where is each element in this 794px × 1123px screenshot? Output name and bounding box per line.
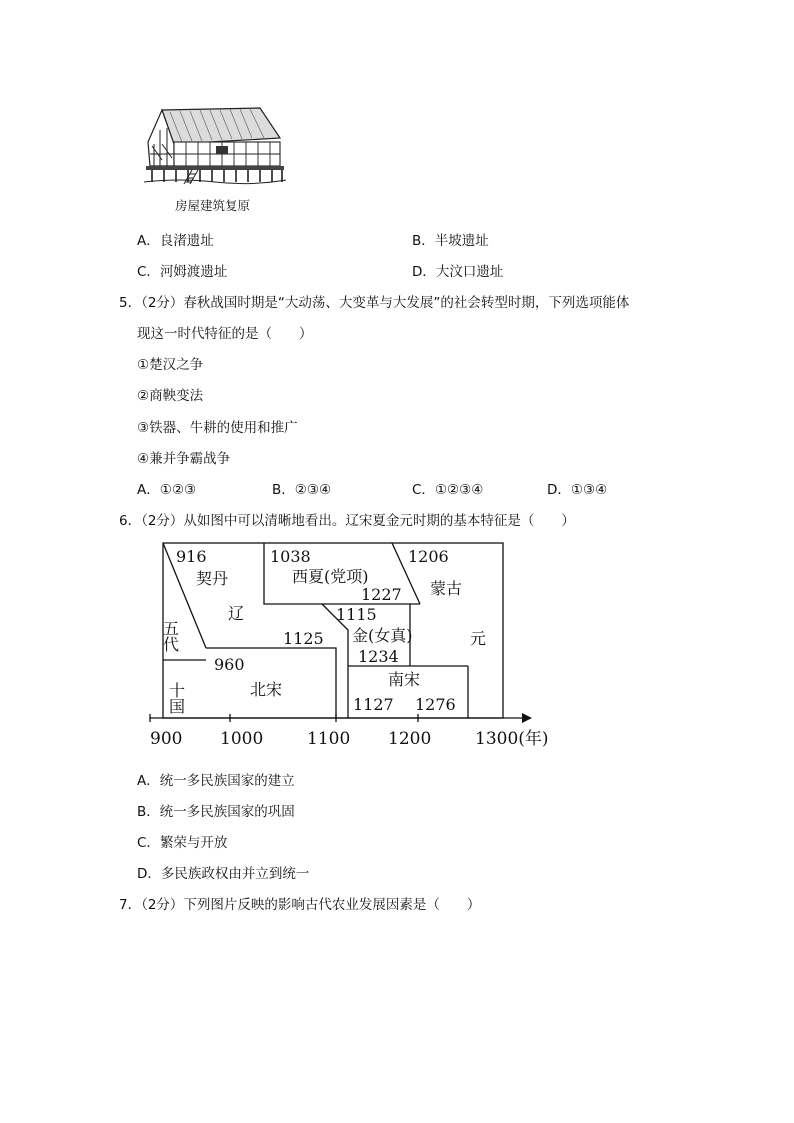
xixia-year: 1038 [270,547,311,566]
q5-item-4: ④兼并争霸战争 [137,451,231,467]
jin-end-year: 1234 [358,647,399,666]
q5-stem-line1 [119,291,629,311]
question-number: 5． [119,295,142,311]
tick-label-1200: 1200 [388,729,432,749]
liao-label: 辽 [228,604,245,623]
option-text: 繁荣与开放 [159,835,228,851]
xixia-label: 西夏(党项) [292,567,369,586]
mongol-label: 蒙古 [430,579,463,598]
question-number: 6． [119,513,142,529]
option-text: 半坡遗址 [434,233,489,249]
option-text: 河姆渡遗址 [159,264,228,280]
dynasty-timeline-diagram [140,538,580,758]
tick-label-900: 900 [150,729,183,749]
jin-year: 1115 [336,605,377,624]
axis-arrow [522,713,532,723]
liao-end-year: 1125 [283,629,324,648]
mongol-year: 1206 [408,547,449,566]
q5-item-3: ③铁器、牛耕的使用和推广 [137,420,298,436]
q6-option-b[interactable] [137,800,295,820]
option-letter: C． [137,835,160,851]
ssong-end-year: 1276 [415,695,456,714]
q7-stem [119,893,480,913]
tick-label-1300: 1300(年) [475,729,549,749]
q4-option-c[interactable] [137,260,227,280]
option-text: ②③④ [294,482,332,498]
option-letter: D． [137,866,161,882]
q5-option-d[interactable] [547,478,607,498]
khitan-year: 916 [176,547,207,566]
option-text: ①②③④ [434,482,484,498]
option-letter: D． [412,264,436,280]
ten-kingdoms-label: 十国 [166,682,186,714]
q5-option-c[interactable] [412,478,483,498]
option-text: 多民族政权由并立到统一 [160,866,310,882]
q6-option-d[interactable] [137,862,309,882]
ssong-label: 南宋 [388,670,421,689]
option-letter: B． [272,482,295,498]
q6-option-a[interactable] [137,769,295,789]
tick-label-1000: 1000 [220,729,264,749]
option-letter: B． [412,233,435,249]
option-letter: D． [547,482,571,498]
figure-caption: 房屋建筑复原 [175,198,251,213]
stilt-house-illustration [140,100,290,188]
nsong-year: 960 [214,655,245,674]
khitan-label: 契丹 [196,569,229,588]
q5-stem-line2: 现这一时代特征的是（ ） [137,326,313,342]
xixia-end-year: 1227 [361,585,402,604]
tick-label-1100: 1100 [307,729,351,749]
option-letter: A． [137,773,160,789]
q6-stem [119,509,575,529]
question-text: （2分）下列图片反映的影响古代农业发展因素是（ ） [141,897,481,913]
jin-label: 金(女真) [352,626,413,645]
yuan-label: 元 [470,629,487,648]
option-letter: A． [137,482,160,498]
option-text: 统一多民族国家的建立 [159,773,295,789]
option-letter: C． [412,482,435,498]
option-text: 大汶口遗址 [435,264,504,280]
q5-item-2: ②商鞅变法 [137,388,204,404]
q5-item-1: ①楚汉之争 [137,357,204,373]
q4-option-d[interactable] [412,260,503,280]
five-dyn-label: 五代 [160,620,180,652]
q6-option-c[interactable] [137,831,227,851]
option-text: 良渚遗址 [159,233,214,249]
question-text: （2分）春秋战国时期是“大动荡、大变革与大发展”的社会转型时期，下列选项能体 [141,295,630,311]
q5-option-b[interactable] [272,478,331,498]
question-text: （2分）从如图中可以清晰地看出。辽宋夏金元时期的基本特征是（ ） [141,513,575,529]
question-number: 7． [119,897,142,913]
option-text: ①②③ [159,482,197,498]
q4-option-a[interactable] [137,229,214,249]
ssong-start-year: 1127 [353,695,394,714]
q5-option-a[interactable] [137,478,196,498]
option-text: 统一多民族国家的巩固 [159,804,295,820]
option-letter: B． [137,804,160,820]
option-letter: A． [137,233,160,249]
q4-option-b[interactable] [412,229,489,249]
option-text: ①③④ [570,482,608,498]
option-letter: C． [137,264,160,280]
nsong-label: 北宋 [250,680,283,699]
